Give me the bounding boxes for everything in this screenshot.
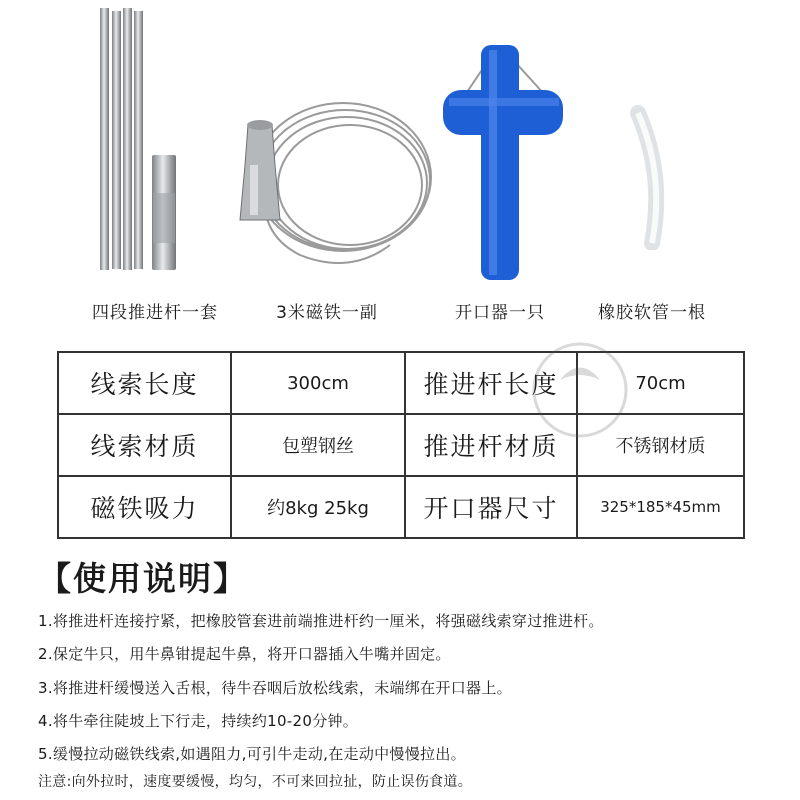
spec-key: 开口器尺寸 — [405, 476, 577, 538]
rubber-hose-icon — [620, 105, 680, 250]
product-caption: 开口器一只 — [455, 303, 545, 323]
usage-step: 3.将推进杆缓慢送入舌根，待牛吞咽后放松线索，未端绑在开口器上。 — [38, 679, 512, 697]
usage-step: 2.保定牛只，用牛鼻钳提起牛鼻，将开口器插入牛嘴并固定。 — [38, 645, 451, 663]
spec-value: 约8kg 25kg — [231, 476, 405, 538]
mouth-opener-icon — [435, 40, 570, 285]
usage-step: 1.将推进杆连接拧紧，把橡胶管套进前端推进杆约一厘米，将强磁线索穿过推进杆。 — [38, 612, 604, 630]
magnet-cable-icon — [220, 95, 435, 285]
spec-key: 线索材质 — [58, 414, 231, 476]
spec-value: 70cm — [577, 352, 744, 414]
usage-title: 【使用说明】 — [38, 559, 248, 598]
spec-value: 包塑钢丝 — [231, 414, 405, 476]
spec-key: 线索长度 — [58, 352, 231, 414]
usage-step: 5.缓慢拉动磁铁线索,如遇阻力,可引牛走动,在走动中慢慢拉出。 — [38, 745, 466, 763]
product-caption: 四段推进杆一套 — [92, 303, 218, 323]
spec-value: 300cm — [231, 352, 405, 414]
spec-value: 325*185*45mm — [577, 476, 744, 538]
table-row — [58, 352, 744, 414]
product-caption: 橡胶软管一根 — [598, 303, 706, 323]
table-row — [58, 476, 744, 538]
usage-note: 注意:向外拉时，速度要缓慢，均匀，不可来回拉扯，防止误伤食道。 — [38, 774, 473, 790]
spec-key: 推进杆长度 — [405, 352, 577, 414]
brand-watermark-logo — [530, 340, 630, 440]
product-caption: 3米磁铁一副 — [276, 303, 378, 323]
table-row — [58, 414, 744, 476]
push-rod-set-icon — [90, 5, 190, 275]
spec-key: 磁铁吸力 — [58, 476, 231, 538]
spec-value: 不锈钢材质 — [577, 414, 744, 476]
product-photos-section — [0, 0, 800, 340]
spec-table — [57, 351, 745, 539]
usage-step: 4.将牛牵往陡坡上下行走，持续约10-20分钟。 — [38, 712, 359, 730]
spec-key: 推进杆材质 — [405, 414, 577, 476]
